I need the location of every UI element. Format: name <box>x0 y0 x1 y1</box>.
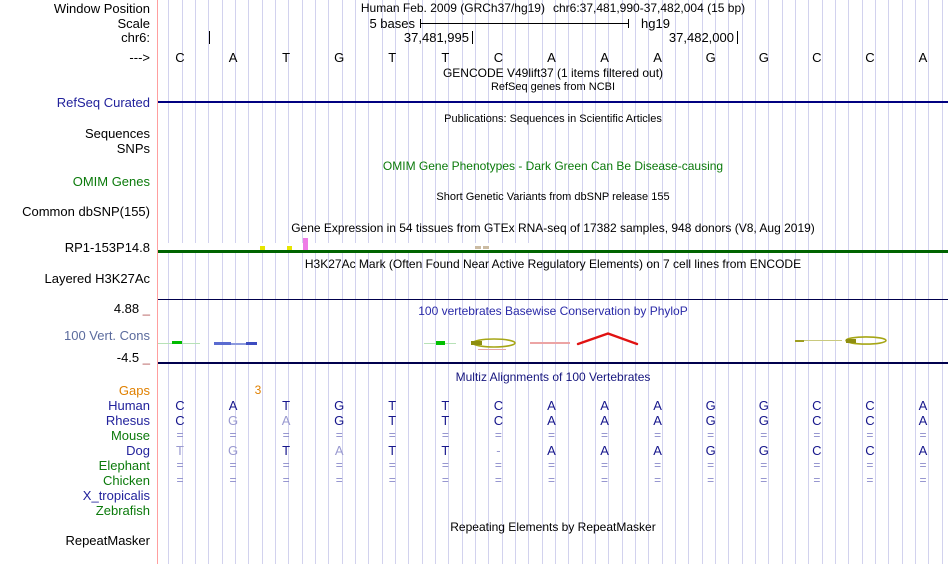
align-cell-elephant-1: = <box>176 457 184 472</box>
align-cell-chicken-14: = <box>866 472 874 487</box>
conservation-shape <box>846 339 856 343</box>
conservation-shape <box>214 342 231 345</box>
track-label-mouse[interactable]: Mouse <box>110 427 150 443</box>
refseq-curated-line <box>158 101 948 103</box>
align-cell-human-2: A <box>228 397 238 413</box>
align-cell-dog-3: T <box>282 442 291 458</box>
title-omim[interactable]: OMIM Gene Phenotypes - Dark Green Can Be Disease-causing <box>382 158 724 173</box>
title-multiz[interactable]: Multiz Alignments of 100 Vertebrates <box>455 369 651 384</box>
align-cell-chicken-15: = <box>919 472 927 487</box>
conservation-shape <box>172 341 182 344</box>
gtex-expression-tick <box>475 246 481 249</box>
align-cell-mouse-2: = <box>229 427 237 442</box>
align-cell-elephant-12: = <box>760 457 768 472</box>
base-letter-1: C <box>175 49 185 65</box>
align-cell-human-1: C <box>175 397 185 413</box>
conservation-shape <box>471 341 482 345</box>
conservation-axis-min: -4.5 _ <box>116 349 150 365</box>
align-cell-mouse-8: = <box>547 427 555 442</box>
ruler-tick <box>737 31 738 44</box>
align-cell-chicken-11: = <box>707 472 715 487</box>
track-label-snps[interactable]: SNPs <box>116 140 150 156</box>
conservation-shape <box>530 342 570 344</box>
align-cell-mouse-7: = <box>494 427 502 442</box>
align-cell-elephant-11: = <box>707 457 715 472</box>
align-cell-rhesus-9: A <box>600 412 609 428</box>
gtex-expression-tick <box>303 238 308 250</box>
align-cell-human-8: A <box>547 397 556 413</box>
track-label-refseq-curated[interactable]: RefSeq Curated <box>56 94 150 110</box>
base-letter-4: G <box>334 49 345 65</box>
track-label-rp1-153p14-8[interactable]: RP1-153P14.8 <box>64 239 150 255</box>
ruler-number: 37,481,995 <box>403 29 469 45</box>
align-cell-elephant-9: = <box>601 457 609 472</box>
align-cell-mouse-11: = <box>707 427 715 442</box>
align-cell-chicken-2: = <box>229 472 237 487</box>
align-cell-elephant-6: = <box>441 457 449 472</box>
align-cell-dog-7: - <box>496 442 501 458</box>
align-cell-dog-6: T <box>441 442 450 458</box>
align-cell-chicken-1: = <box>176 472 184 487</box>
align-cell-rhesus-15: A <box>918 412 928 428</box>
conservation-axis-max: 4.88 _ <box>113 300 150 316</box>
align-cell-elephant-13: = <box>813 457 821 472</box>
align-cell-dog-5: T <box>388 442 397 458</box>
align-cell-chicken-5: = <box>388 472 396 487</box>
gtex-expression-tick <box>483 246 489 249</box>
align-cell-human-9: A <box>600 397 609 413</box>
align-cell-human-5: T <box>388 397 397 413</box>
align-cell-rhesus-14: C <box>865 412 875 428</box>
align-cell-rhesus-1: C <box>175 412 185 428</box>
ruler-tick <box>472 31 473 44</box>
align-cell-human-15: A <box>918 397 928 413</box>
align-cell-dog-8: A <box>547 442 556 458</box>
track-label-chicken[interactable]: Chicken <box>103 472 150 488</box>
position-range: chr6:37,481,990-37,482,004 (15 bp) <box>552 1 746 15</box>
align-cell-dog-11: G <box>705 442 716 458</box>
align-cell-mouse-5: = <box>388 427 396 442</box>
title-gencode[interactable]: GENCODE V49lift37 (1 items filtered out) <box>442 65 664 80</box>
align-cell-chicken-6: = <box>441 472 449 487</box>
track-label-human[interactable]: Human <box>108 397 150 413</box>
align-cell-human-14: C <box>865 397 875 413</box>
base-letter-2: A <box>228 49 238 65</box>
title-dbsnp[interactable]: Short Genetic Variants from dbSNP release 155 <box>436 190 670 203</box>
align-cell-rhesus-8: A <box>547 412 556 428</box>
align-cell-dog-9: A <box>600 442 609 458</box>
align-cell-chicken-7: = <box>494 472 502 487</box>
base-letter-9: A <box>600 49 609 65</box>
track-label-zebrafish[interactable]: Zebrafish <box>95 502 150 518</box>
track-label-layered-h3k27ac[interactable]: Layered H3K27Ac <box>44 270 150 286</box>
align-cell-mouse-6: = <box>441 427 449 442</box>
align-cell-elephant-10: = <box>654 457 662 472</box>
title-gtex[interactable]: Gene Expression in 54 tissues from GTEx RNA-seq of 17382 samples, 948 donors (V8, Aug 2019) <box>291 220 815 235</box>
track-label-repeatmasker[interactable]: RepeatMasker <box>65 532 150 548</box>
scale-bar-assembly-tag: hg19 <box>641 16 670 31</box>
align-cell-human-3: T <box>282 397 291 413</box>
align-cell-rhesus-10: A <box>653 412 662 428</box>
align-cell-human-11: G <box>705 397 716 413</box>
align-cell-mouse-3: = <box>282 427 290 442</box>
align-cell-dog-14: C <box>865 442 875 458</box>
scale-bar-end-tick <box>628 19 629 28</box>
title-repeatmasker[interactable]: Repeating Elements by RepeatMasker <box>450 519 656 534</box>
align-cell-chicken-3: = <box>282 472 290 487</box>
track-label-gaps[interactable]: Gaps <box>118 382 150 398</box>
scale-bar-end-tick <box>420 19 421 28</box>
base-letter-13: C <box>812 49 822 65</box>
track-label-elephant[interactable]: Elephant <box>98 457 150 473</box>
scale-bar <box>420 23 628 24</box>
base-letter-6: T <box>441 49 450 65</box>
track-label-x-tropicalis[interactable]: X_tropicalis <box>82 487 150 503</box>
header-label-window-position: Window Position <box>53 0 150 16</box>
align-cell-elephant-2: = <box>229 457 237 472</box>
align-cell-human-13: C <box>812 397 822 413</box>
align-cell-dog-4: A <box>334 442 344 458</box>
align-cell-human-4: G <box>334 397 345 413</box>
title-publications[interactable]: Publications: Sequences in Scientific Articles <box>444 112 662 125</box>
align-cell-chicken-13: = <box>813 472 821 487</box>
conservation-top-border <box>158 299 948 300</box>
base-letter-11: G <box>705 49 716 65</box>
base-letter-12: G <box>758 49 769 65</box>
ruler-tick <box>209 31 210 44</box>
align-cell-mouse-9: = <box>601 427 609 442</box>
base-letter-15: A <box>918 49 928 65</box>
align-cell-dog-1: T <box>176 442 184 458</box>
align-cell-rhesus-2: G <box>228 412 239 428</box>
conservation-shape <box>795 340 804 343</box>
header-label-scale: Scale <box>117 15 150 31</box>
title-refseq-sub[interactable]: RefSeq genes from NCBI <box>490 80 616 93</box>
track-label-common-dbsnp-155[interactable]: Common dbSNP(155) <box>22 203 150 219</box>
align-cell-rhesus-13: C <box>812 412 822 428</box>
align-cell-elephant-14: = <box>866 457 874 472</box>
track-label-rhesus[interactable]: Rhesus <box>105 412 150 428</box>
align-cell-chicken-10: = <box>654 472 662 487</box>
align-cell-elephant-7: = <box>494 457 502 472</box>
align-cell-elephant-4: = <box>335 457 343 472</box>
align-cell-mouse-13: = <box>813 427 821 442</box>
align-cell-rhesus-6: T <box>441 412 450 428</box>
align-cell-mouse-12: = <box>760 427 768 442</box>
header-label-: ---> <box>129 49 150 65</box>
base-letter-7: C <box>493 49 504 65</box>
align-cell-rhesus-12: G <box>758 412 769 428</box>
align-cell-human-6: T <box>441 397 450 413</box>
align-cell-elephant-15: = <box>919 457 927 472</box>
align-cell-chicken-8: = <box>547 472 555 487</box>
align-cell-chicken-12: = <box>760 472 768 487</box>
gtex-gene-line <box>158 250 948 253</box>
track-label-100-vert-cons[interactable]: 100 Vert. Cons <box>64 327 150 343</box>
align-cell-rhesus-4: G <box>334 412 345 428</box>
gap-count: 3 <box>254 382 262 397</box>
align-cell-elephant-3: = <box>282 457 290 472</box>
track-label-sequences[interactable]: Sequences <box>84 125 150 141</box>
track-label-dog[interactable]: Dog <box>126 442 150 458</box>
base-letter-5: T <box>388 49 397 65</box>
align-cell-chicken-9: = <box>601 472 609 487</box>
ruler-number: 37,482,000 <box>668 29 734 45</box>
align-cell-mouse-15: = <box>919 427 927 442</box>
align-cell-elephant-5: = <box>388 457 396 472</box>
align-cell-dog-2: G <box>228 442 239 458</box>
align-cell-mouse-4: = <box>335 427 343 442</box>
position-header <box>158 1 948 16</box>
base-letter-8: A <box>547 49 556 65</box>
align-cell-rhesus-7: C <box>493 412 504 428</box>
align-cell-mouse-14: = <box>866 427 874 442</box>
align-cell-rhesus-3: A <box>281 412 291 428</box>
conservation-shape <box>246 342 257 345</box>
title-phylop[interactable]: 100 vertebrates Basewise Conservation by PhyloP <box>418 303 688 318</box>
base-letter-10: A <box>653 49 662 65</box>
align-cell-dog-12: G <box>758 442 769 458</box>
align-cell-mouse-10: = <box>654 427 662 442</box>
assembly-title: Human Feb. 2009 (GRCh37/hg19) <box>360 1 545 15</box>
align-cell-human-12: G <box>758 397 769 413</box>
align-cell-rhesus-11: G <box>705 412 716 428</box>
align-cell-rhesus-5: T <box>388 412 397 428</box>
align-cell-mouse-1: = <box>176 427 184 442</box>
align-cell-human-10: A <box>653 397 662 413</box>
align-cell-dog-15: A <box>918 442 928 458</box>
header-label-chr6: chr6: <box>121 29 150 45</box>
base-letter-14: C <box>865 49 875 65</box>
conservation-shape <box>436 341 445 345</box>
base-letter-3: T <box>282 49 291 65</box>
align-cell-dog-13: C <box>812 442 822 458</box>
conservation-bottom-border <box>158 362 948 363</box>
scale-bar-label: 5 bases <box>369 16 415 31</box>
align-cell-chicken-4: = <box>335 472 343 487</box>
align-cell-dog-10: A <box>653 442 662 458</box>
align-cell-elephant-8: = <box>547 457 555 472</box>
track-label-omim-genes[interactable]: OMIM Genes <box>72 173 150 189</box>
conservation-shape <box>478 349 506 350</box>
title-h3k27ac[interactable]: H3K27Ac Mark (Often Found Near Active Regulatory Elements) on 7 cell lines from ENCODE <box>304 256 802 271</box>
align-cell-human-7: C <box>493 397 504 413</box>
